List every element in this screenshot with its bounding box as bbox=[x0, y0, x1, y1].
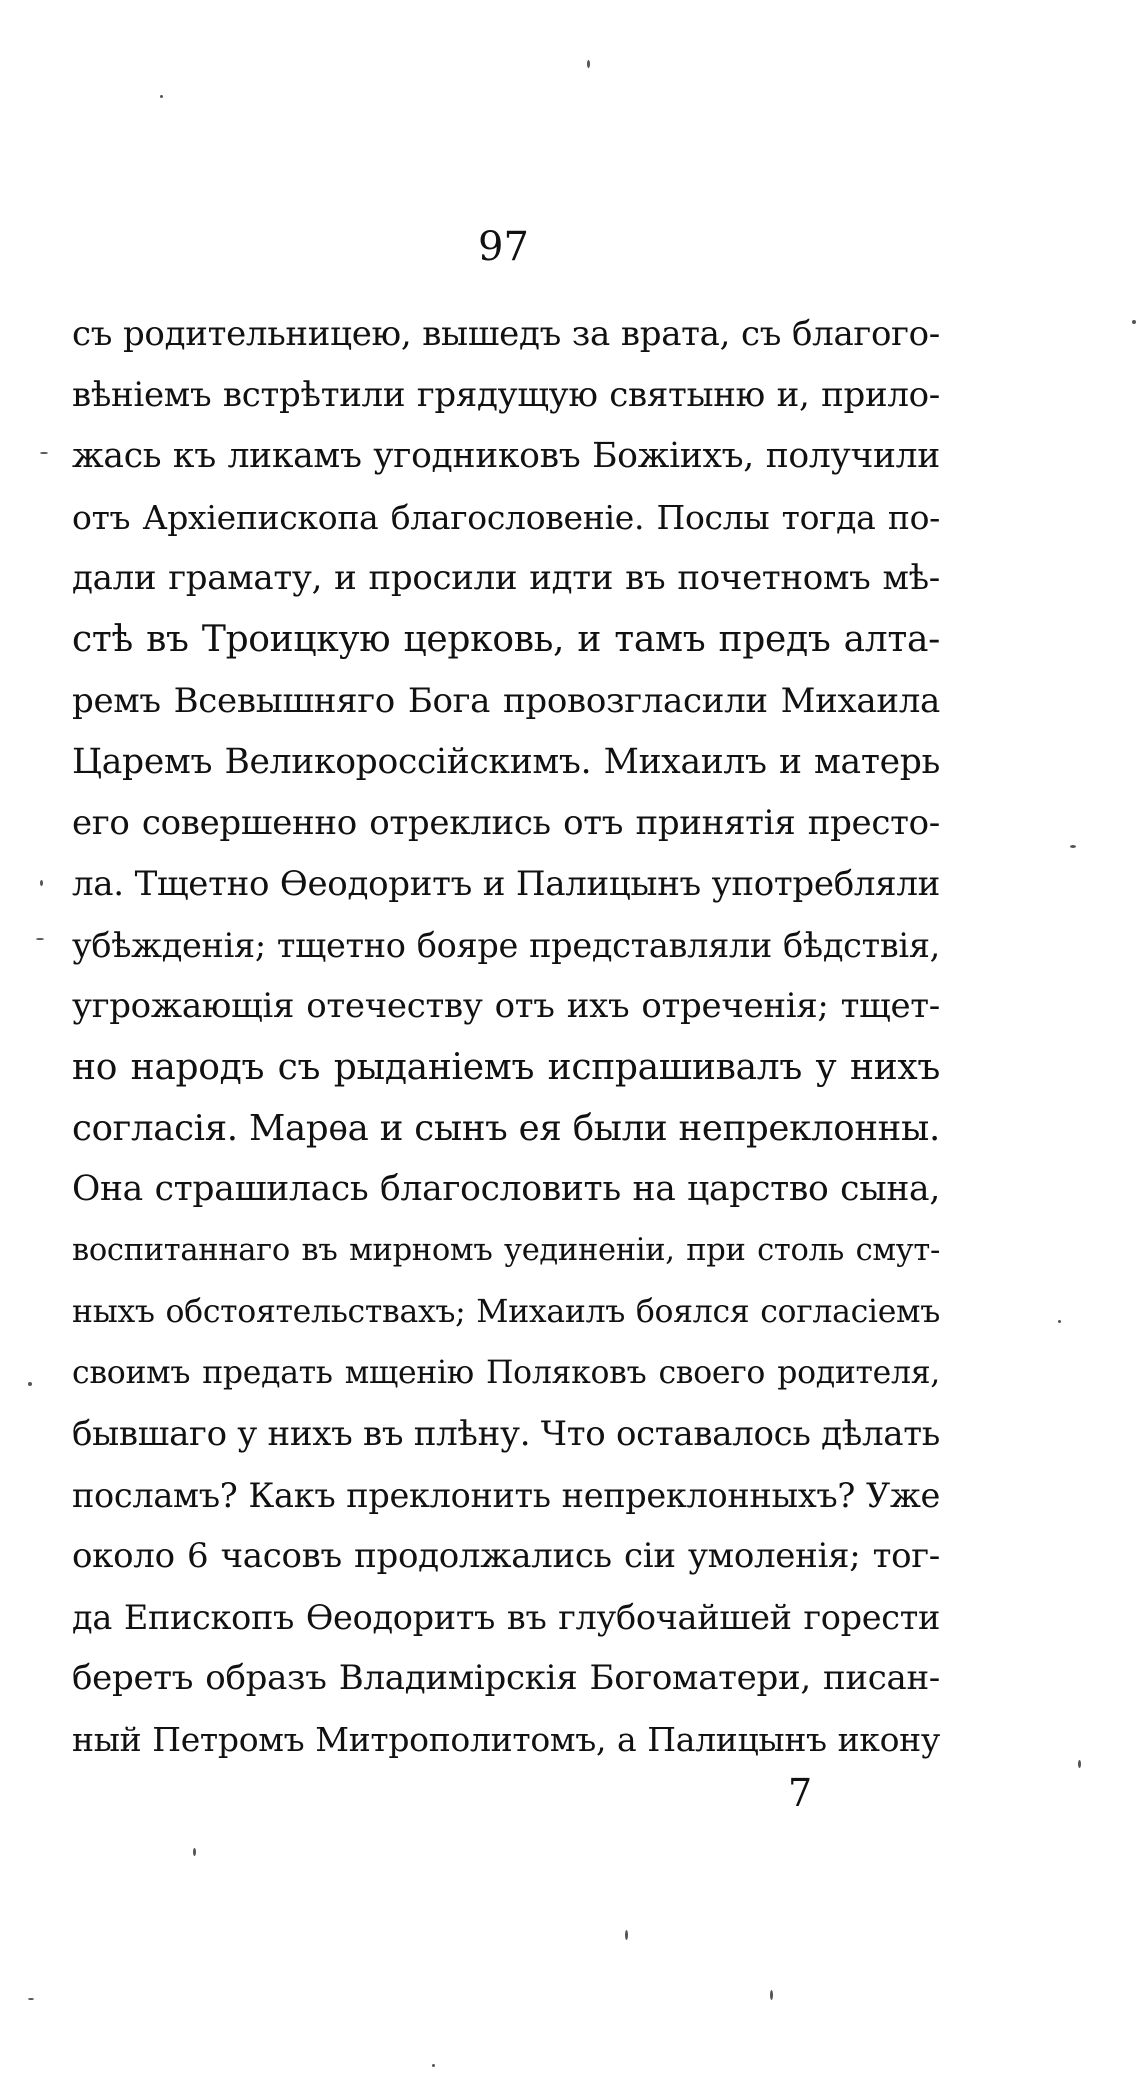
text-line: беретъ образъ Владимірскія Богоматери, писан- bbox=[72, 1658, 940, 1699]
scan-speck bbox=[1058, 1320, 1061, 1323]
scan-speck bbox=[40, 452, 48, 454]
scan-speck bbox=[587, 60, 590, 68]
scan-speck bbox=[36, 938, 44, 940]
scan-speck bbox=[625, 1930, 628, 1940]
text-line: Царемъ Великороссійскимъ. Михаилъ и матерь bbox=[72, 741, 940, 782]
text-line: ный Петромъ Митрополитомъ, а Палицынъ икону bbox=[72, 1720, 940, 1760]
scan-speck bbox=[770, 1990, 773, 2000]
scan-speck bbox=[28, 1382, 32, 1386]
text-line: отъ Архіепископа благословеніе. Послы тогда по- bbox=[72, 498, 940, 538]
page-number: 97 bbox=[478, 224, 529, 270]
text-line: бывшаго у нихъ въ плѣну. Что оставалось дѣлать bbox=[72, 1413, 940, 1454]
text-line: вѣніемъ встрѣтили грядущую святыню и, прило- bbox=[72, 375, 940, 416]
scan-speck bbox=[28, 1998, 34, 2000]
text-line: угрожающія отечеству отъ ихъ отреченія; тщет- bbox=[72, 986, 940, 1027]
text-line: посламъ? Какъ преклонить непреклонныхъ? Уже bbox=[72, 1475, 940, 1515]
signature-mark: 7 bbox=[788, 1771, 813, 1815]
text-line: Она страшилась благословить на царство сына, bbox=[72, 1169, 940, 1210]
scan-speck bbox=[193, 1848, 196, 1856]
text-line: да Епископъ Ѳеодоритъ въ глубочайшей горести bbox=[72, 1597, 940, 1637]
scan-speck bbox=[432, 2064, 435, 2067]
text-line: жась къ ликамъ угодниковъ Божіихъ, получили bbox=[72, 436, 940, 477]
scan-speck bbox=[160, 95, 163, 98]
text-line: дали грамату, и просили идти въ почетномъ мѣ- bbox=[72, 558, 940, 599]
text-line: воспитаннаго въ мирномъ уединеніи, при столь смут- bbox=[72, 1233, 940, 1269]
text-line: своимъ предать мщенію Поляковъ своего родителя, bbox=[72, 1354, 940, 1391]
text-line: согласія. Марѳа и сынъ ея были непреклонны. bbox=[72, 1108, 940, 1150]
text-line: ла. Тщетно Ѳеодоритъ и Палицынъ употребляли bbox=[72, 863, 940, 904]
body-text bbox=[72, 304, 940, 1770]
scan-speck bbox=[1132, 320, 1136, 324]
text-line: его совершенно отреклись отъ принятія престо- bbox=[72, 802, 940, 843]
text-line: ныхъ обстоятельствахъ; Михаилъ боялся согласіемъ bbox=[72, 1293, 940, 1330]
scan-speck bbox=[1070, 845, 1076, 848]
scan-speck bbox=[40, 880, 43, 886]
text-line: стѣ въ Троицкую церковь, и тамъ предъ алта- bbox=[72, 619, 940, 661]
text-line: убѣжденія; тщетно бояре представляли бѣдствія, bbox=[72, 925, 940, 965]
scan-speck bbox=[1078, 1760, 1081, 1768]
text-line: но народъ съ рыданіемъ испрашивалъ у нихъ bbox=[72, 1047, 940, 1089]
text-line: около 6 часовъ продолжались сіи умоленія; тог- bbox=[72, 1535, 940, 1576]
text-line: ремъ Всевышняго Бога провозгласили Михаила bbox=[72, 680, 940, 721]
text-line: съ родительницею, вышедъ за врата, съ благого- bbox=[72, 314, 940, 354]
